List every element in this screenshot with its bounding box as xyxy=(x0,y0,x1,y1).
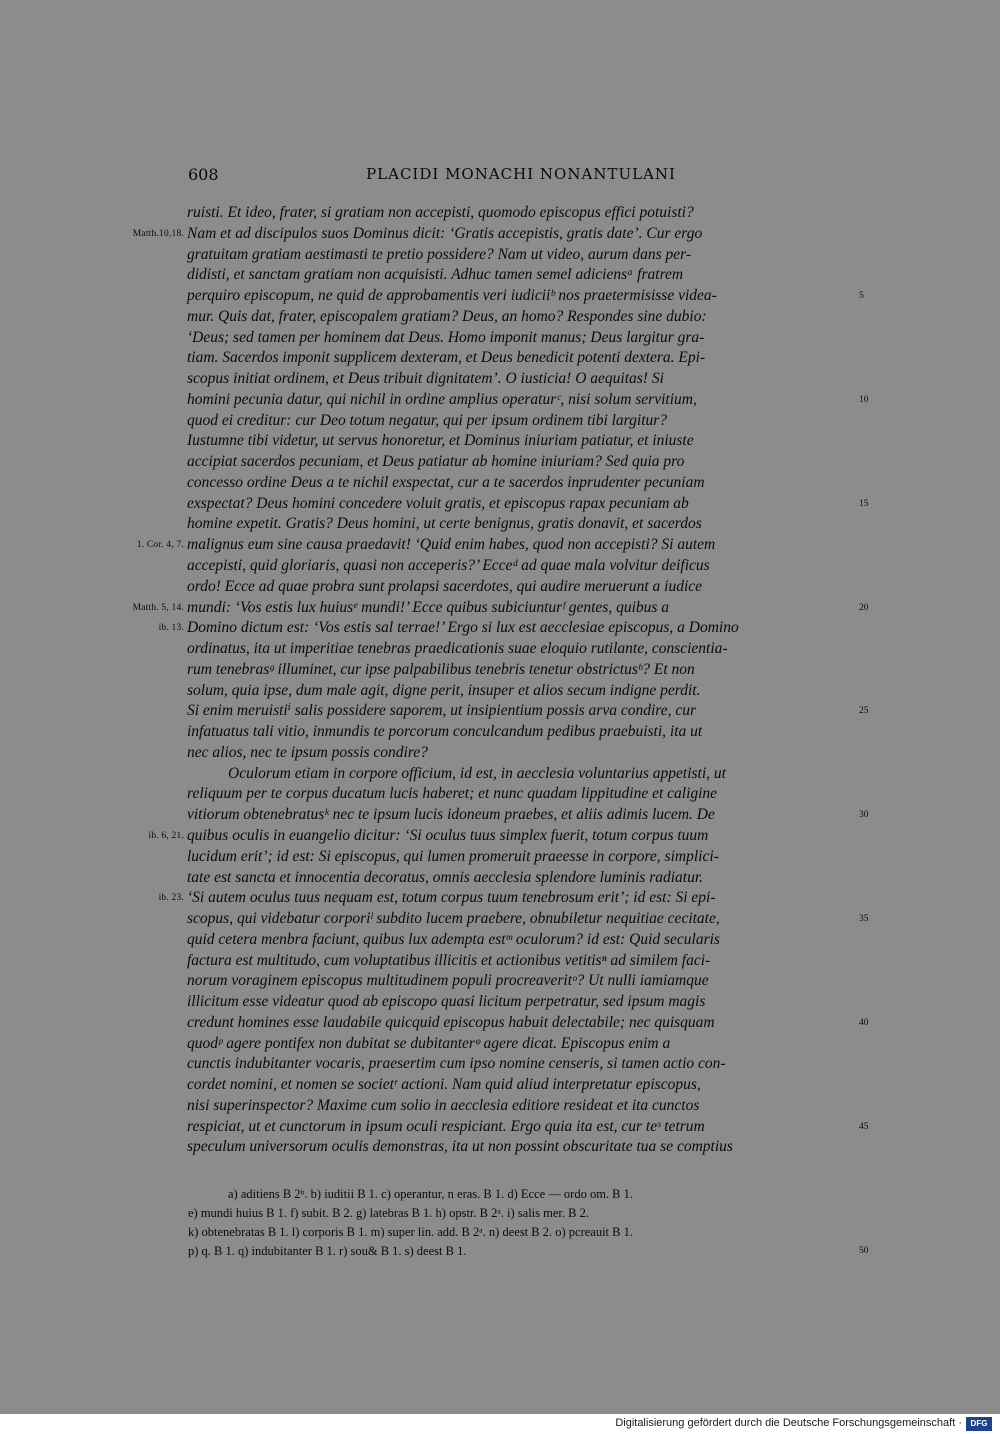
text-line xyxy=(0,369,1000,390)
footnote-line xyxy=(0,1185,1000,1204)
text-line xyxy=(0,681,1000,702)
line-text: tiam. Sacerdos imponit supplicem dexteram, et Deus benedicit potenti dextera. Epi- xyxy=(187,349,706,367)
line-text: cordet nomini, et nomen se societʳ actioni. Nam quid aliud interpretatur episcopus, xyxy=(187,1076,701,1094)
text-line xyxy=(0,286,1000,307)
line-number: 20 xyxy=(859,602,869,613)
line-text: quod ei creditur: cur Deo totum negatur, qui per ipsum ordinem tibi largitur? xyxy=(187,411,668,429)
text-line xyxy=(0,805,1000,826)
line-number: 10 xyxy=(859,394,869,405)
funding-text: Digitalisierung gefördert durch die Deutsche Forschungsgemeinschaft · xyxy=(615,1417,962,1429)
line-text: respiciat, ut et cunctorum in ipsum oculi respiciant. Ergo quia ita est, cur teˢ tetrum xyxy=(187,1117,705,1135)
text-line xyxy=(0,909,1000,930)
line-text: Iustumne tibi videtur, ut servus honoretur, et Dominus iniuriam patiatur, et iniuste xyxy=(187,432,694,450)
line-text: quibus oculis in euangelio dicitur: ‘Si oculus tuus simplex fuerit, totum corpus tuum xyxy=(187,826,709,844)
line-text: homini pecunia datur, qui nichil in ordine amplius operaturᶜ, nisi solum servitium, xyxy=(187,390,697,408)
line-text: infatuatus tali vitio, inmundis te porcorum conculcandum pedibus praebuisti, ita ut xyxy=(187,723,703,741)
text-line xyxy=(0,224,1000,245)
line-text: mundi: ‘Vos estis lux huiusᵉ mundi!’ Ecce quibus subiciunturᶠ gentes, quibus a xyxy=(187,598,670,616)
line-text: speculum universorum oculis demonstras, ita ut non possint obscuritate tua se comptius xyxy=(187,1138,733,1156)
line-text: exspectat? Deus homini concedere voluit gratis, et episcopus rapax pecuniam ab xyxy=(187,494,689,512)
footnote-text: e) mundi huius B 1. f) subit. B 2. g) latebras B 1. h) opstr. B 2ᵃ. i) salis mer. B 2. xyxy=(188,1206,589,1220)
text-line xyxy=(0,1137,1000,1158)
line-number: 35 xyxy=(859,914,869,925)
line-text: vitiorum obtenebratusᵏ nec te ipsum lucis idoneum praebes, et aliis adimis lucem. De xyxy=(187,806,715,824)
line-text: scopus initiat ordinem, et Deus tribuit dignitatem’. O iusticia! O aequitas! Si xyxy=(187,370,664,388)
line-text: quid cetera menbra faciunt, quibus lux adempta estᵐ oculorum? id est: Quid secularis xyxy=(187,930,720,948)
text-line xyxy=(0,930,1000,951)
line-text: solum, quia ipse, dum male agit, digne perit, insuper et alios secum indigne perdit. xyxy=(187,681,701,699)
text-line xyxy=(0,348,1000,369)
text-line xyxy=(0,452,1000,473)
text-line xyxy=(0,245,1000,266)
page-header xyxy=(188,165,854,187)
text-line xyxy=(0,888,1000,909)
text-line xyxy=(0,1013,1000,1034)
text-line xyxy=(0,1054,1000,1075)
text-line xyxy=(0,1034,1000,1055)
line-text: reliquum per te corpus ducatum lucis haberet; et nunc quadam lippitudine et caligine xyxy=(187,785,718,803)
footnote-text: k) obtenebratas B 1. l) corporis B 1. m) super lin. add. B 2ᵃ. n) deest B 2. o) pcreauit B 1. xyxy=(188,1225,633,1239)
line-number: 30 xyxy=(859,810,869,821)
line-text: nec alios, nec te ipsum possis condire? xyxy=(187,743,428,761)
footnotes xyxy=(0,1185,1000,1261)
text-line xyxy=(0,1096,1000,1117)
line-text: gratuitam gratiam aestimasti te pretio possidere? Nam ut video, aurum dans per- xyxy=(187,245,691,263)
footnote-line xyxy=(0,1204,1000,1223)
text-line xyxy=(0,868,1000,889)
footnote-line xyxy=(0,1242,1000,1261)
text-line xyxy=(0,951,1000,972)
text-line xyxy=(0,473,1000,494)
text-line xyxy=(0,992,1000,1013)
line-text: malignus eum sine causa praedavit! ‘Quid enim habes, quod non accepisti? Si autem xyxy=(187,536,716,554)
line-text: rum tenebrasᵍ illuminet, cur ipse palpabilibus tenebris tenetur obstrictusʰ? Et non xyxy=(187,660,695,678)
text-line xyxy=(0,722,1000,743)
line-text: Domino dictum est: ‘Vos estis sal terrae!’ Ergo si lux est aecclesiae episcopus, a Domino xyxy=(187,619,739,637)
line-text: perquiro episcopum, ne quid de approbamentis veri iudiciiᵇ nos praetermisisse videa- xyxy=(187,287,717,305)
footnote-line xyxy=(0,1223,1000,1242)
line-text: concesso ordine Deus a te nichil exspectat, cur a te sacerdos inprudenter pecuniam xyxy=(187,473,705,491)
line-text: accipiat sacerdos pecuniam, et Deus patiatur ab homine iniuriam? Sed quia pro xyxy=(187,453,685,471)
line-text: ‘Deus; sed tamen per hominem dat Deus. Homo imponit manus; Deus largitur gra- xyxy=(187,328,705,346)
line-text: ruisti. Et ideo, frater, si gratiam non accepisti, quomodo episcopus effici potuisti? xyxy=(187,204,694,221)
margin-reference: Matth. 5, 14. xyxy=(132,602,184,613)
text-line xyxy=(0,411,1000,432)
text-line xyxy=(0,535,1000,556)
line-text: quodᵖ agere pontifex non dubitat se dubitanterᵠ agere dicat. Episcopus enim a xyxy=(187,1034,671,1052)
line-text: accepisti, quid gloriaris, quasi non acceperis?’ Ecceᵈ ad quae mala volvitur deificus xyxy=(187,557,710,575)
text-line xyxy=(0,764,1000,785)
text-line xyxy=(0,203,1000,224)
footnote-text: a) aditiens B 2ᵇ. b) iuditii B 1. c) operantur, n eras. B 1. d) Ecce — ordo om. B 1. xyxy=(228,1187,634,1201)
text-line xyxy=(0,431,1000,452)
body-text xyxy=(0,203,1000,1158)
text-line xyxy=(0,826,1000,847)
margin-reference: ib. 6, 21. xyxy=(148,830,184,841)
line-text: nisi superinspector? Maxime cum solio in aecclesia editiore resideat et ita cunctos xyxy=(187,1096,700,1114)
text-line xyxy=(0,514,1000,535)
line-text: homine expetit. Gratis? Deus homini, ut certe benignus, gratis donavit, et sacerdos xyxy=(187,515,702,533)
text-line xyxy=(0,639,1000,660)
margin-reference: ib. 13. xyxy=(158,623,184,634)
line-text: ‘Si autem oculus tuus nequam est, totum corpus tuum tenebrosum erit’; id est: Si epi- xyxy=(187,889,716,907)
line-text: Oculorum etiam in corpore officium, id est, in aecclesia voluntarius appetisti, ut xyxy=(228,764,726,782)
line-text: didisti, et sanctam gratiam non acquisisti. Adhuc tamen semel adiciensᵃ fratrem xyxy=(187,266,684,284)
text-line xyxy=(0,265,1000,286)
line-text: Nam et ad discipulos suos Dominus dicit: ‘Gratis accepistis, gratis date’. Cur ergo xyxy=(187,224,703,242)
line-text: ordinatus, ita ut imperitiae tenebras praedicationis suae eloquio rutilante, conscientia- xyxy=(187,640,728,658)
line-number: 45 xyxy=(859,1121,869,1132)
margin-reference: Matth.10,18. xyxy=(132,228,184,239)
line-text: cunctis indubitanter vocaris, praesertim cum ipso nomine censeris, si tamen actio con- xyxy=(187,1055,726,1073)
line-text: lucidum erit’; id est: Si episcopus, qui lumen promeruit praeesse in corpore, simplici- xyxy=(187,847,719,865)
margin-reference: ib. 23. xyxy=(158,893,184,904)
text-line xyxy=(0,328,1000,349)
line-number: 40 xyxy=(859,1017,869,1028)
line-text: norum voraginem episcopus multitudinem populi procreaveritᵒ? Ut nulli iamiamque xyxy=(187,972,709,990)
text-line xyxy=(0,660,1000,681)
text-line xyxy=(0,494,1000,515)
line-number: 50 xyxy=(859,1246,869,1256)
line-text: factura est multitudo, cum voluptatibus illicitis et actionibus vetitisⁿ ad similem faci- xyxy=(187,951,711,969)
text-line xyxy=(0,577,1000,598)
text-line xyxy=(0,1117,1000,1138)
text-line xyxy=(0,971,1000,992)
text-line xyxy=(0,1075,1000,1096)
line-number: 5 xyxy=(859,291,864,302)
line-text: credunt homines esse laudabile quicquid episcopus habuit delectabile; nec quisquam xyxy=(187,1013,715,1031)
footnote-text: p) q. B 1. q) indubitanter B 1. r) sou& B 1. s) deest B 1. xyxy=(188,1244,467,1258)
text-line xyxy=(0,847,1000,868)
line-text: illicitum esse videatur quod ab episcopo quasi licitum perpetratur, sed ipsum magis xyxy=(187,993,706,1011)
text-line xyxy=(0,784,1000,805)
line-number: 15 xyxy=(859,498,869,509)
page-number: 608 xyxy=(188,165,219,184)
margin-reference: 1. Cor. 4, 7. xyxy=(136,540,184,551)
text-line xyxy=(0,701,1000,722)
text-line xyxy=(0,390,1000,411)
line-number: 25 xyxy=(859,706,869,717)
text-line xyxy=(0,307,1000,328)
line-text: tate est sancta et innocentia decoratus, omnis aecclesia splendore luminis radiatur. xyxy=(187,868,704,886)
footer-bar xyxy=(0,1414,1000,1434)
line-text: scopus, qui videbatur corporiˡ subdito lucem praebere, obnubiletur nequitiae cecitate, xyxy=(187,910,720,928)
text-line xyxy=(0,618,1000,639)
text-line xyxy=(0,743,1000,764)
text-line xyxy=(0,598,1000,619)
running-title: PLACIDI MONACHI NONANTULANI xyxy=(366,165,676,183)
text-line xyxy=(0,556,1000,577)
dfg-logo[interactable]: DFG xyxy=(966,1417,992,1431)
line-text: mur. Quis dat, frater, episcopalem gratiam? Deus, an homo? Respondes sine dubio: xyxy=(187,307,707,325)
line-text: ordo! Ecce ad quae probra sunt prolapsi sacerdotes, qui audire meruerunt a iudice xyxy=(187,577,703,595)
line-text: Si enim meruistiⁱ salis possidere saporem, ut insipientium possis arva condire, cur xyxy=(187,702,697,720)
